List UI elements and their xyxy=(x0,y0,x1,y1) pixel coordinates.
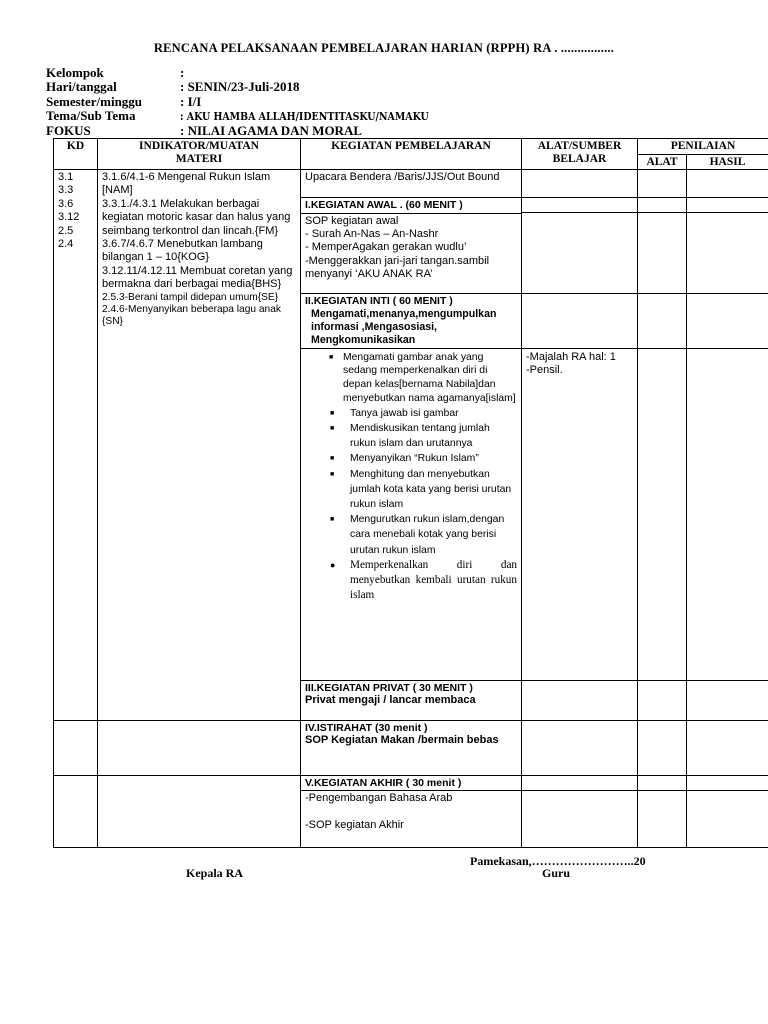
meta-fokus: FOKUS : NILAI AGAMA DAN MORAL xyxy=(46,122,362,138)
meta-semester-minggu: Semester/minggu : I/I xyxy=(46,93,202,109)
table-row xyxy=(54,170,768,198)
kepala-ra-label: Kepala RA xyxy=(186,866,243,880)
resources-cell: -Majalah RA hal: 1 -Pensil. xyxy=(522,348,638,680)
meta-block xyxy=(46,66,483,138)
rpph-table xyxy=(53,138,768,848)
list-item: ■ Mengurutkan rukun islam,dengan cara menebali kotak yang berisi urutan rukun islam xyxy=(330,514,505,556)
header-indikator: INDIKATOR/MUATAN MATERI xyxy=(98,139,301,170)
place-date: Pamekasan,……………………..20 xyxy=(470,854,646,868)
kd-cell: 3.1 3.3 3.6 3.12 2.5 2.4 xyxy=(54,170,98,721)
document-title: RENCANA PELAKSANAAN PEMBELAJARAN HARIAN (RPPH) RA . ................ xyxy=(153,41,615,55)
list-item: ■ Menghitung dan menyebutkan jumlah kota kata yang berisi urutan rukun islam xyxy=(330,468,512,510)
list-item: ■ Mendiskusikan tentang jumlah rukun islam dan urutannya xyxy=(330,422,490,450)
list-item: ■ Mengamati gambar anak yang sedang memperkenalkan diri di depan kelas[bernama Nabila]dan menyebutkan nama agamanya[islam] xyxy=(329,351,516,404)
upacara-cell: Upacara Bendera /Baris/JJS/Out Bound xyxy=(301,170,522,198)
meta-tema: Tema/Sub Tema : AKU HAMBA ALLAH/IDENTITASKU/NAMAKU xyxy=(46,108,429,124)
kegiatan-akhir-cell: V.KEGIATAN AKHIR ( 30 menit ) -Pengembangan Bahasa Arab -SOP kegiatan Akhir xyxy=(301,775,522,847)
kegiatan-inti-heading-cell: II.KEGIATAN INTI ( 60 MENIT ) Mengamati,menanya,mengumpulkan informasi ,Mengasosiasi, Mengkomunikasikan xyxy=(301,294,522,349)
header-penilaian: PENILAIAN xyxy=(638,139,768,155)
kegiatan-privat-cell: III.KEGIATAN PRIVAT ( 30 MENIT ) Privat mengaji / lancar membaca xyxy=(301,680,522,720)
table-row xyxy=(54,775,768,847)
list-item: ● Memperkenalkan diri dan menyebutkan kembali urutan rukun islam xyxy=(330,558,517,602)
kegiatan-inti-cell xyxy=(301,348,522,680)
indikator-cell: 3.1.6/4.1-6 Mengenal Rukun Islam [NAM] 3.3.1./4.3.1 Melakukan berbagai kegiatan motoric kasar dan halus yang seimbang terkontrol dan lincah.{FM} 3.6.7/4.6.7 Menebutkan lambang bilangan 1 – 10{KOG} 3.12.11/4.12.11 Membuat coretan yang bermakna dari berbagai media{BHS} 2.5.3-Berani tampil didepan umum{SE} 2.4.6-Menyanyikan beberapa lagu anak {SN} xyxy=(98,170,301,721)
list-item: ■ Menyanyikan “Rukun Islam” xyxy=(330,453,479,465)
header-alat-sumber: ALAT/SUMBER BELAJAR xyxy=(522,139,638,170)
kegiatan-inti-list xyxy=(301,351,517,604)
meta-hari-tanggal: Hari/tanggal : SENIN/23-Juli-2018 xyxy=(46,79,300,95)
header-alat: ALAT xyxy=(638,154,687,170)
istirahat-cell: IV.ISTIRAHAT (30 menit ) SOP Kegiatan Makan /bermain bebas xyxy=(301,720,522,775)
list-item: ■ Tanya jawab isi gambar xyxy=(330,407,459,419)
table-header-row xyxy=(54,139,768,155)
header-hasil: HASIL xyxy=(687,154,768,170)
header-kd: KD xyxy=(54,139,98,170)
header-kegiatan: KEGIATAN PEMBELAJARAN xyxy=(301,139,522,170)
guru-label: Guru xyxy=(542,866,571,880)
table-row xyxy=(54,720,768,775)
meta-kelompok: Kelompok : xyxy=(46,65,185,80)
kegiatan-awal-heading: I.KEGIATAN AWAL . (60 MENIT ) xyxy=(301,198,521,214)
kegiatan-awal-cell: I.KEGIATAN AWAL . (60 MENIT ) SOP kegiatan awal - Surah An-Nas – An-Nashr - MemperAgakan gerakan wudlu’ -Menggerakkan jari-jari tangan.sambil menyanyi ‘AKU ANAK RA’ xyxy=(301,198,522,294)
